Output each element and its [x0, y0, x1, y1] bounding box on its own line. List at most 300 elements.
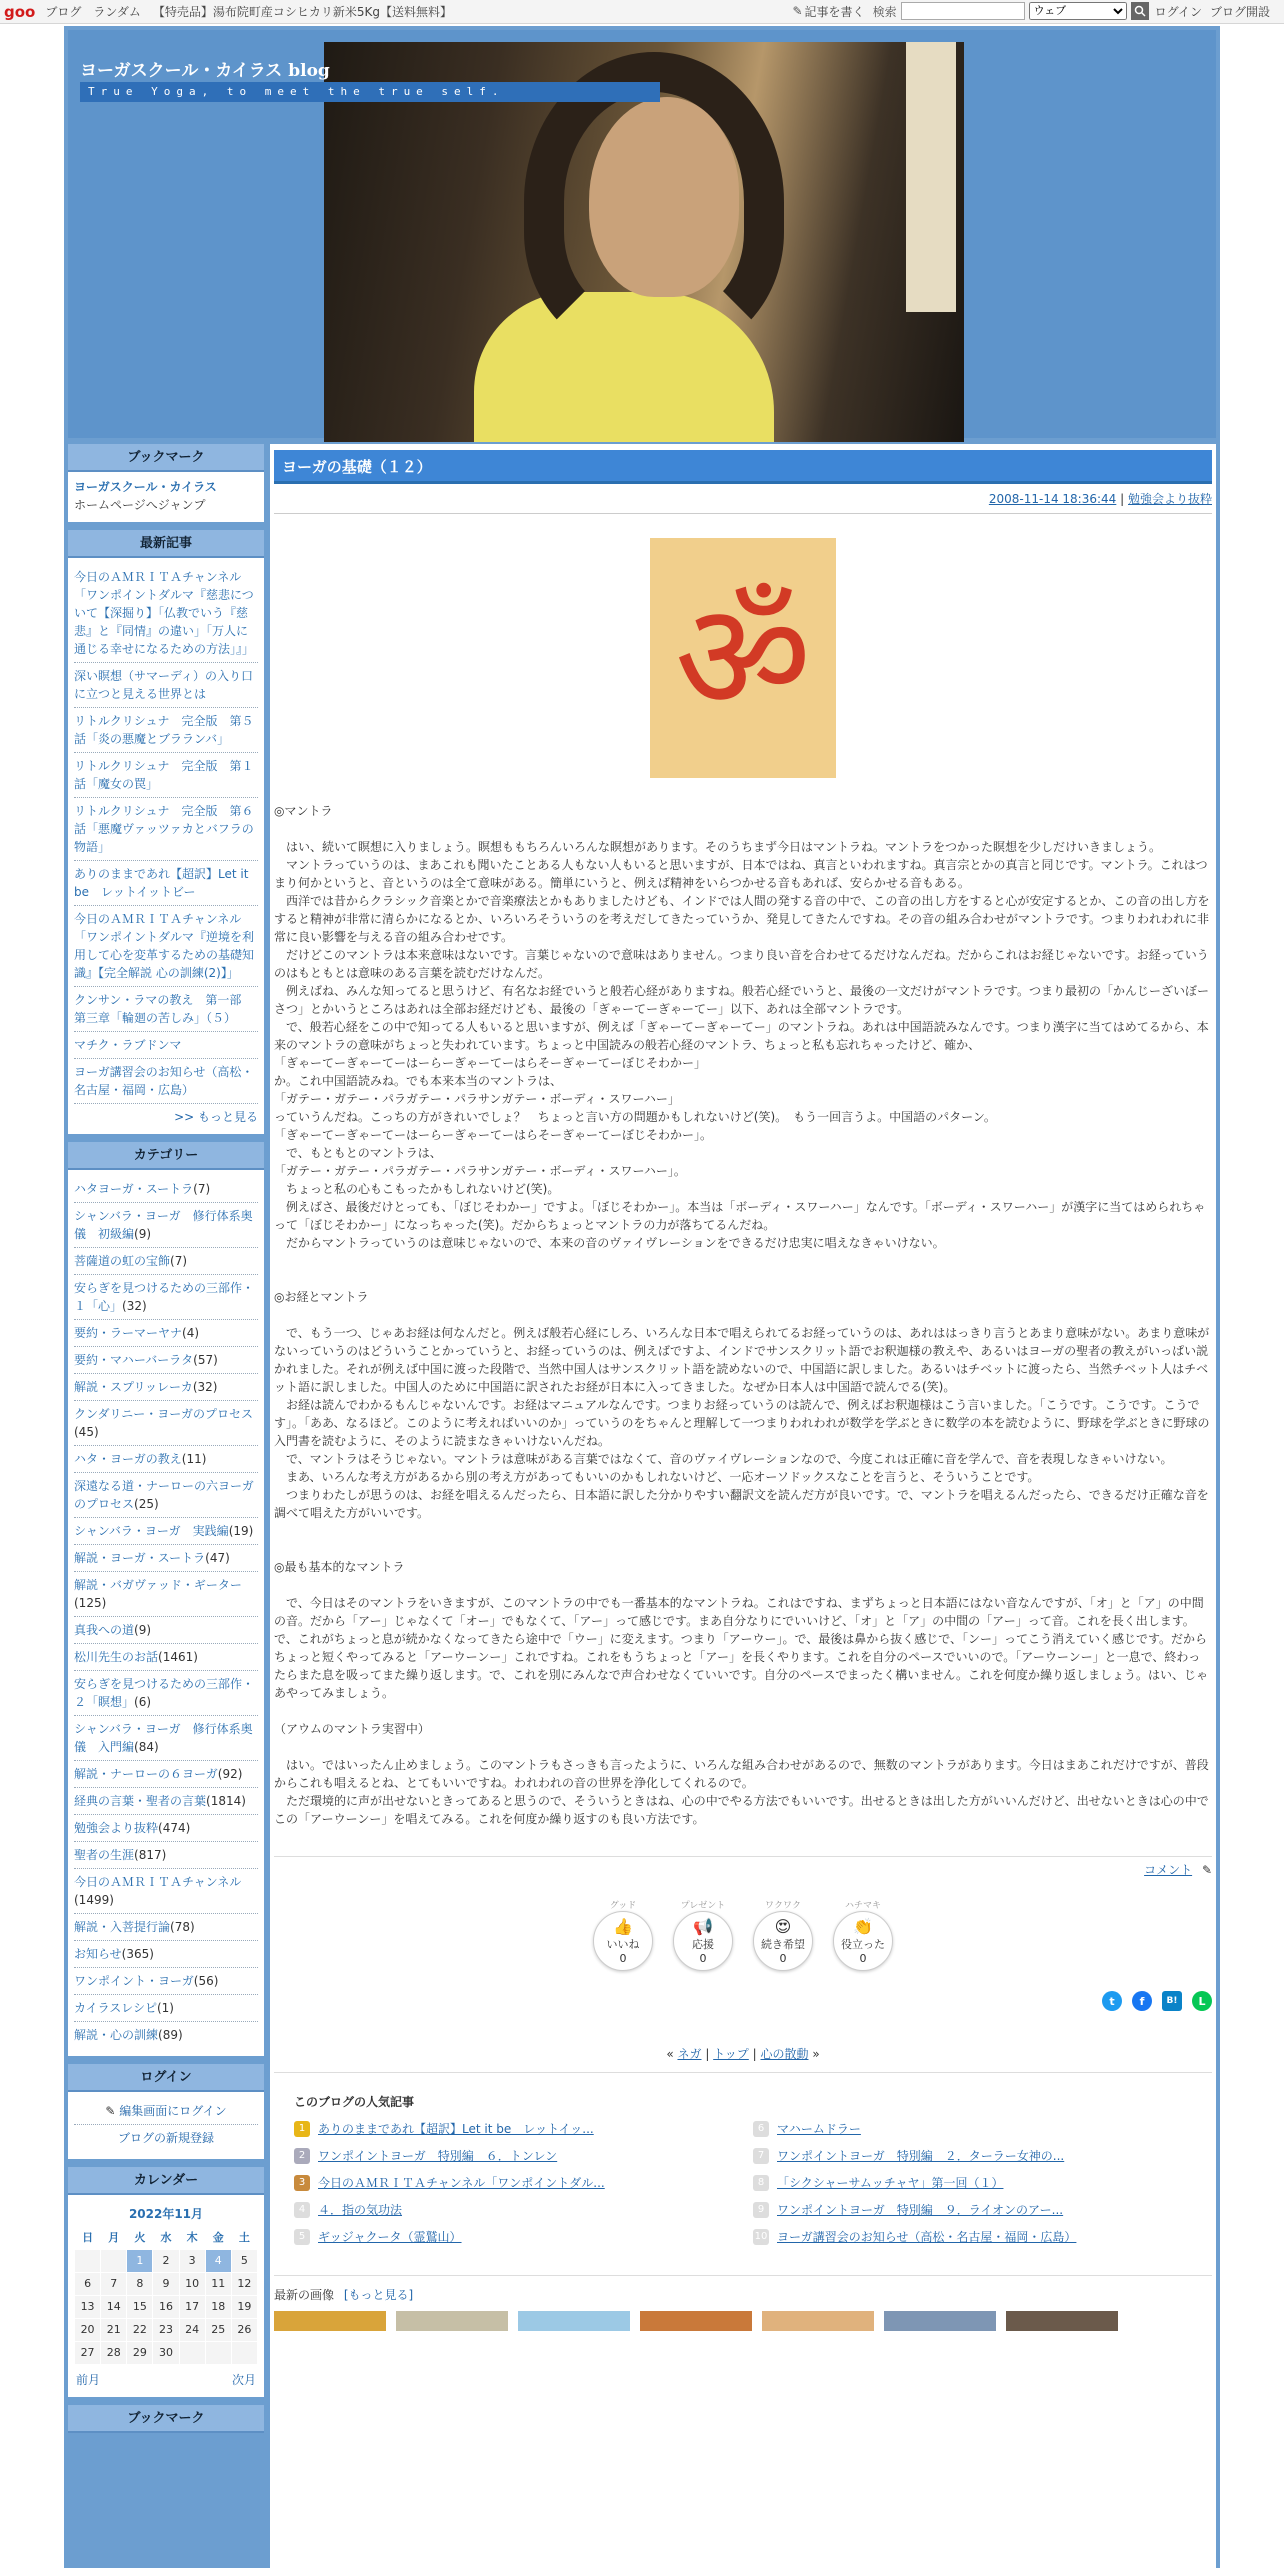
popular-link[interactable]: ワンポイントヨーガ 特別編 ６．トンレン [318, 2149, 558, 2163]
popular-item [294, 2228, 733, 2245]
reaction-button[interactable] [753, 1898, 813, 1971]
thumb-image[interactable] [884, 2311, 996, 2331]
goo-logo[interactable]: goo [4, 2, 36, 21]
entry-pager [274, 2045, 1212, 2073]
calendar-weekday: 土 [238, 2231, 250, 2244]
category-count: (32) [192, 1380, 218, 1394]
edit-pencil-icon: ✎ [105, 2104, 116, 2118]
popular-link[interactable]: ありのままであれ【超訳】Let it be レットイッ... [318, 2122, 594, 2136]
category-item [74, 1671, 258, 1716]
login-title: ログイン [68, 2064, 264, 2092]
category-link[interactable]: 安らぎを見つけるための三部作・１「心」 [74, 1281, 255, 1313]
category-item [74, 1248, 258, 1275]
pencil-icon: ✎ [792, 4, 803, 18]
recent-more-link[interactable]: >> もっと見る [174, 1110, 258, 1124]
calendar-day[interactable]: 5 [231, 2250, 257, 2273]
category-item [74, 1473, 258, 1518]
topbar-link-blog[interactable]: ブログ [45, 5, 82, 19]
entry-paragraph: つまりわたしが思うのは、お経を唱えるんだったら、日本語に訳した分かりやすい翻訳文を読んだ方が良いです。で、マントラを唱えるんだったら、できるだけ正確な音を調べて唱えた方がいいです。 [274, 1488, 1209, 1520]
popular-link[interactable]: ４．指の気功法 [318, 2203, 403, 2217]
popular-item [753, 2228, 1192, 2245]
calendar-day[interactable]: 2 [153, 2250, 179, 2273]
category-link[interactable]: 松川先生のお話 [74, 1650, 159, 1664]
category-link[interactable]: 真我への道 [74, 1623, 135, 1637]
category-link[interactable]: ワンポイント・ヨーガ [74, 1974, 194, 1988]
calendar-week [75, 2342, 258, 2365]
calendar-week [75, 2273, 258, 2296]
recent-images-more-link[interactable]: [もっと見る] [343, 2288, 414, 2302]
category-count: (125) [74, 1596, 107, 1610]
blog-title[interactable]: ヨーガスクール・カイラス blog [80, 61, 330, 81]
category-count: (7) [170, 1254, 188, 1268]
calendar-day [179, 2342, 205, 2365]
recent-article-link[interactable]: マチク・ラブドンマ [74, 1038, 182, 1052]
calendar-day[interactable]: 11 [205, 2273, 231, 2296]
comment-link[interactable]: コメント [1144, 1863, 1193, 1877]
reaction-label: いいね [606, 1937, 640, 1951]
calendar-day[interactable]: 20 [75, 2319, 101, 2342]
category-link[interactable]: 聖者の生涯 [74, 1848, 135, 1862]
calendar-weekday: 火 [134, 2231, 146, 2244]
popular-link[interactable]: マハームドラー [777, 2122, 861, 2136]
section-heading: ◎お経とマントラ [274, 1290, 369, 1304]
calendar-day[interactable]: 26 [231, 2319, 257, 2342]
category-item [74, 1518, 258, 1545]
category-item [74, 1842, 258, 1869]
calendar-weekday: 金 [212, 2231, 224, 2244]
popular-link[interactable]: 「シクシャーサムッチャヤ」第一回（１） [777, 2176, 1004, 2190]
recent-article-item [74, 753, 258, 798]
pager-next-link[interactable]: 心の散動 [760, 2047, 809, 2061]
category-item [74, 1275, 258, 1320]
paragraph-gap [274, 1576, 1212, 1594]
reaction-label: 応援 [692, 1937, 714, 1951]
calendar-day[interactable]: 12 [231, 2273, 257, 2296]
calendar-day [101, 2250, 127, 2273]
thumb-image[interactable] [1006, 2311, 1118, 2331]
reaction-buttons [274, 1898, 1212, 1971]
category-link[interactable]: 解説・スプリッレーカ [74, 1380, 193, 1394]
category-link[interactable]: 勉強会より抜粋 [74, 1821, 159, 1835]
entry-category-link[interactable]: 勉強会より抜粋 [1127, 492, 1212, 506]
blog-header [68, 30, 1216, 438]
reaction-caption: ワクワク [764, 1901, 801, 1911]
calendar-title: カレンダー [68, 2167, 264, 2195]
calendar-day[interactable]: 25 [205, 2319, 231, 2342]
recent-article-item [74, 1059, 258, 1104]
category-item [74, 1176, 258, 1203]
pager-sep: | [748, 2047, 761, 2061]
popular-link[interactable]: ワンポイントヨーガ 特別編 ２．ターラー女神の... [777, 2149, 1065, 2163]
entry-paragraph: 「ガテー・ガテー・パラガテー・パラサンガテー・ボーディ・スワーハー」 [274, 1092, 680, 1106]
category-link[interactable]: 菩薩道の虹の宝飾 [74, 1254, 171, 1268]
recent-article-item [74, 861, 258, 906]
category-link[interactable]: 解説・バガヴァッド・ギーター [74, 1578, 242, 1592]
hatena-share-icon[interactable]: B! [1162, 1991, 1182, 2011]
blog-tagline: True Yoga, to meet the true self. [80, 82, 660, 102]
category-count: (11) [181, 1452, 207, 1466]
entry-paragraph: か。これ中国語読みね。でも本来本当のマントラは、 [274, 1074, 563, 1088]
category-count: (9) [134, 1227, 152, 1241]
recent-article-item [74, 708, 258, 753]
calendar-week [75, 2319, 258, 2342]
category-count: (4) [182, 1326, 200, 1340]
reaction-button[interactable] [833, 1898, 893, 1971]
calendar-day[interactable]: 7 [101, 2273, 127, 2296]
new-blog-link[interactable]: ブログの新規登録 [117, 2131, 214, 2145]
edit-login-link[interactable]: 編集画面にログイン [119, 2104, 227, 2118]
calendar-week [75, 2296, 258, 2319]
calendar-day[interactable]: 29 [127, 2342, 153, 2365]
entry-paragraph: はい、続いて瞑想に入りましょう。瞑想ももちろんいろんな瞑想があります。そのうちまず今日はマントラね。マントラをつかった瞑想を少しだけいきましょう。 [274, 840, 1162, 854]
calendar-day[interactable]: 10 [179, 2273, 205, 2296]
category-link[interactable]: カイラスレシピ [74, 2001, 157, 2015]
category-link[interactable]: シャンバラ・ヨーガ 実践編 [74, 1524, 229, 1538]
category-count: (1814) [206, 1794, 246, 1808]
reaction-count: 0 [779, 1951, 787, 1965]
category-count: (45) [74, 1425, 99, 1439]
category-link[interactable]: 経典の言葉・聖者の言葉 [74, 1794, 207, 1808]
entry-paragraph: ただ環境的に声が出せないときってあると思うので、そういうときはね、心の中でやる方法でもいいです。出せるときは出した方がいいんだけど、出せないときは心の中でこの「アーウーンー」を唱えてみる。これを何度か繰り返すのも良い方法です。 [274, 1794, 1209, 1826]
category-count: (84) [134, 1740, 159, 1754]
popular-rank: 5 [294, 2229, 310, 2245]
popular-grid [294, 2120, 1192, 2245]
recent-article-item [74, 906, 258, 987]
calendar-day[interactable]: 16 [153, 2296, 179, 2319]
calendar-next-link[interactable]: 次月 [231, 2373, 256, 2387]
calendar-day[interactable]: 9 [153, 2273, 179, 2296]
category-count: (56) [193, 1974, 219, 1988]
recent-article-link[interactable]: 今日のＡＭＲＩＴＡチャンネル「ワンポイントダルマ『逆境を利用して心を変革するための基礎知識』【完全解説 心の訓練(2)】」 [74, 912, 255, 980]
category-item [74, 1545, 258, 1572]
recent-article-link[interactable]: ヨーガ講習会のお知らせ（高松・名古屋・福岡・広島） [74, 1065, 254, 1097]
category-count: (1) [156, 2001, 174, 2015]
calendar-day[interactable]: 15 [127, 2296, 153, 2319]
reaction-emoji-icon: 👍 [613, 1916, 633, 1936]
category-count: (7) [193, 1182, 211, 1196]
category-item [74, 1347, 258, 1374]
category-count: (92) [217, 1767, 243, 1781]
sidebar [68, 444, 264, 2441]
recent-article-item [74, 663, 258, 708]
category-count: (474) [158, 1821, 191, 1835]
popular-rank: 1 [294, 2121, 310, 2137]
calendar-day [75, 2250, 101, 2273]
category-item [74, 1968, 258, 1995]
entry-paragraph: だけどこのマントラは本来意味はないです。言葉じゃないので意味はありません。つまり良い音を合わせてるだけなんだね。だからこれはお経じゃないです。お経っていうのはもともとは意味のある言葉を読むだけなんだ。 [274, 948, 1209, 980]
popular-rank: 4 [294, 2202, 310, 2218]
category-item [74, 1320, 258, 1347]
category-count: (9) [134, 1623, 152, 1637]
calendar-week [75, 2250, 258, 2273]
category-link[interactable]: 解説・心の訓練 [74, 2028, 159, 2042]
search-input[interactable] [901, 2, 1025, 20]
category-title: カテゴリー [68, 1142, 264, 1170]
recent-article-item [74, 987, 258, 1032]
entry-paragraph: 「ぎゃーてーぎゃーてーはーらーぎゃーてーはらそーぎゃーてーぼじそわかー」 [274, 1056, 707, 1070]
entry-paragraph: で、もう一つ、じゃあお経は何なんだと。例えば般若心経にしろ、いろんな日本で唱えられてるお経っていうのは、あれははっきり言うとあまり意味がない。あまり意味がないっていうのはどういうことかっていうと、お経っていうのは、例えばですよ、インドでサンスクリット語でお釈迦様の教えや、あるいはヨーガの聖者の教えがいっぱい説かれました。それが例えば中国に渡った段階で、当然中国人はサンスクリット語を読めないので、中国語に訳しました。あるいはチベットに渡ったら、当然チベット人はチベット語に訳しました。中国人のために中国語に訳されたお経が日本に入ってきました。なぜか日本人は中国語で読んでる(笑)。 [274, 1326, 1210, 1394]
popular-rank: 2 [294, 2148, 310, 2164]
recent-article-item [74, 798, 258, 861]
category-link[interactable]: シャンバラ・ヨーガ 修行体系奥儀 入門編 [74, 1722, 253, 1754]
recent-more [74, 1104, 258, 1126]
category-count: (365) [121, 1947, 154, 1961]
recent-article-link[interactable]: リトルクリシュナ 完全版 第５話「炎の悪魔とブラランバ」 [74, 714, 254, 746]
recent-articles-list [68, 558, 264, 1134]
popular-rank: 9 [753, 2202, 769, 2218]
calendar-box [68, 2167, 264, 2397]
entry-paragraph: （アウムのマントラ実習中） [274, 1722, 430, 1736]
calendar-day[interactable]: 19 [231, 2296, 257, 2319]
om-image: ॐ [650, 538, 836, 778]
reaction-label: 続き希望 [761, 1937, 805, 1951]
bookmark-desc: ホームページへジャンプ [74, 498, 206, 512]
reaction-count: 0 [619, 1951, 627, 1965]
paragraph-gap [274, 1522, 1212, 1540]
share-buttons [274, 1991, 1212, 2011]
calendar-day[interactable]: 14 [101, 2296, 127, 2319]
reaction-circle[interactable] [593, 1911, 653, 1971]
category-count: (47) [205, 1551, 230, 1565]
reaction-circle[interactable] [753, 1911, 813, 1971]
reaction-caption: グッド [609, 1901, 637, 1911]
search-scope-select[interactable] [1029, 2, 1127, 20]
topbar-link-random[interactable]: ランダム [93, 5, 141, 19]
twitter-share-icon[interactable]: t [1102, 1991, 1122, 2011]
paragraph-gap [274, 820, 1212, 838]
pager-top-link[interactable]: トップ [713, 2047, 749, 2061]
reaction-caption: プレゼント [680, 1901, 726, 1911]
recent-article-link[interactable]: クンサン・ラマの教え 第一部 第三章「輪廻の苦しみ」（５） [74, 993, 254, 1025]
login-link[interactable]: ログイン [1154, 4, 1202, 19]
entry-paragraph: 「ぎゃーてーぎゃーてーはーらーぎゃーてーはらそーぎゃーてーぼじそわかー」。 [274, 1128, 713, 1142]
category-link[interactable]: 解説・ヨーガ・スートラ [74, 1551, 206, 1565]
calendar-weekday: 日 [82, 2231, 94, 2244]
popular-link[interactable]: 今日のＡＭＲＩＴＡチャンネル「ワンポイントダル... [318, 2176, 605, 2190]
reaction-button[interactable] [593, 1898, 653, 1971]
category-link[interactable]: ハタ・ヨーガの教え [74, 1452, 182, 1466]
entry-paragraph: で、今日はそのマントラをいきますが、このマントラの中でも一番基本的なマントラね。これはですね、まずちょっと日本語にはない音なんですが、「オ」と「ア」の中間の音。だから「アー」じゃなくて「オー」でもなくて、「アー」って感じです。まあ自分なりにでいいけど、「オ」と「ア」の中間の「アー」って音。これを長く出します。で、これがちょっと息が続かなくなってきたら途中で「ウー」に変えます。つまり「アーウー」。で、最後は鼻から抜く感じで、「ンー」ってこう消えていく感じです。だからちょっと短くやってみると「アーウーンー」これですね。これをもうちょっと「アー」を長くやります。これを自分のペースでいいので。「アーウーンー」と一息で、終わったらまた息を吸ってまた繰り返します。で、これを別にみんなで声合わせなくていいです。自分のペースでまったく構いません。これを何度か繰り返しましょう。はい、じゃあやってみましょう。 [274, 1596, 1208, 1700]
category-count: (25) [134, 1497, 159, 1511]
recent-article-link[interactable]: ありのままであれ【超訳】Let it be レットイットビー [74, 867, 249, 899]
thumb-image[interactable] [640, 2311, 752, 2331]
recent-images-thumbs [274, 2311, 1212, 2331]
popular-item [753, 2120, 1192, 2137]
calendar-day[interactable]: 1 [127, 2250, 153, 2273]
reaction-button[interactable] [673, 1898, 733, 1971]
calendar-day[interactable]: 4 [205, 2250, 231, 2273]
popular-item [294, 2174, 733, 2191]
popular-articles [274, 2093, 1212, 2245]
bookmark-link[interactable]: ヨーガスクール・カイラス [74, 480, 217, 494]
entry-date-link[interactable]: 2008-11-14 18:36:44 [988, 492, 1117, 506]
calendar-month: 2022年11月 [128, 2207, 204, 2221]
calendar-day[interactable]: 27 [75, 2342, 101, 2365]
calendar-day[interactable]: 24 [179, 2319, 205, 2342]
entry-paragraph: はい。ではいったん止めましょう。このマントラもさっきも言ったように、いろんな組み合わせがあるので、無数のマントラがあります。今日はまあこれだけですが、普段からこれも唱えるとね、とてもいいですね。われわれの音の世界を浄化してくれるので。 [274, 1758, 1209, 1790]
calendar-day [205, 2342, 231, 2365]
search-button[interactable] [1131, 2, 1149, 20]
category-link[interactable]: 要約・ラーマーヤナ [74, 1326, 183, 1340]
category-item [74, 1788, 258, 1815]
popular-item [753, 2201, 1192, 2218]
section-heading: ◎マントラ [274, 804, 333, 818]
category-link[interactable]: 解説・ナーローの６ヨーガ [74, 1767, 218, 1781]
thumb-image[interactable] [396, 2311, 508, 2331]
category-item [74, 1995, 258, 2022]
search-label: 検索 [872, 4, 897, 19]
pager-prev-arrow: « [666, 2047, 678, 2061]
category-link[interactable]: 解説・入菩提行論 [74, 1920, 171, 1934]
paragraph-gap [274, 1738, 1212, 1756]
topbar-link-ad[interactable]: 【特売品】湯布院町産コシヒカリ新米5Kg【送料無料】 [152, 5, 453, 19]
open-blog-link[interactable]: ブログ開設 [1209, 4, 1270, 19]
calendar-day[interactable]: 13 [75, 2296, 101, 2319]
recent-images [274, 2275, 1212, 2331]
entry-paragraph: ちょっと私の心もこもったかもしれないけど(笑)。 [274, 1182, 560, 1196]
category-count: (89) [158, 2028, 183, 2042]
header-photo [324, 42, 964, 442]
popular-link[interactable]: ヨーガ講習会のお知らせ（高松・名古屋・福岡・広島） [777, 2230, 1077, 2244]
pager-prev-link[interactable]: ネガ [677, 2047, 702, 2061]
popular-item [294, 2120, 733, 2137]
entry-paragraph: で、マントラはそうじゃない。マントラは意味がある言葉ではなくて、音のヴァイヴレーションなので、今度これは正確に音を学んで、音を表現しなきゃいけない。 [274, 1452, 1173, 1466]
category-count: (78) [170, 1920, 195, 1934]
entry-paragraph: まあ、いろんな考え方があるから別の考え方があってもいいのかもしれないけど、一応オーソドックスなことを言うと、そういうことです。 [274, 1470, 1040, 1484]
category-count: (1461) [158, 1650, 198, 1664]
page-wrapper [64, 26, 1220, 2568]
category-item [74, 1644, 258, 1671]
entry-paragraph: 西洋では昔からクラシック音楽とかで音楽療法とかもありましたけども、インドでは人間の発する音の中で、この音の出し方をすると心が安定するとか、この音の出し方をすると精神が非常に清らかになるとか、いろいろそういうのを考えだしてきたっていうか、発見してきたんですね。その音の組み合わせがマントラです。つまりわれわれに非常に良い影響を与える音の組み合わせです。 [274, 894, 1210, 944]
calendar-day[interactable]: 28 [101, 2342, 127, 2365]
reaction-circle[interactable] [673, 1911, 733, 1971]
popular-rank: 10 [753, 2229, 769, 2245]
recent-articles-title: 最新記事 [68, 530, 264, 558]
entry-paragraph: だからマントラっていうのは意味じゃないので、本来の音のヴァイヴレーションをできるだけ忠実に唱えなきゃいけない。 [274, 1236, 945, 1250]
calendar-day[interactable]: 30 [153, 2342, 179, 2365]
entry-paragraph: 「ガテー・ガテー・パラガテー・パラサンガテー・ボーディ・スワーハー」。 [274, 1164, 686, 1178]
bookmark-box [68, 444, 264, 522]
category-item [74, 1815, 258, 1842]
calendar-day [231, 2342, 257, 2365]
paragraph-gap [274, 1540, 1212, 1558]
popular-link[interactable]: ギッジャクータ（霊鷲山） [318, 2230, 462, 2244]
recent-article-item [74, 1032, 258, 1059]
recent-article-link[interactable]: 深い瞑想（サマーディ）の入り口に立つと見える世界とは [74, 669, 254, 701]
popular-rank: 3 [294, 2175, 310, 2191]
calendar-day[interactable]: 23 [153, 2319, 179, 2342]
entry-paragraph: マントラっていうのは、まあこれも聞いたことある人もない人もいると思いますが、日本ではね、真言といわれますね。真言宗とかの真言と同じです。マントラ。これはつまり何かというと、音というのは全て意味がある。簡単にいうと、例えば精神をいらつかせる音もあれば、安らかせる音もある。 [274, 858, 1208, 890]
reaction-circle[interactable] [833, 1911, 893, 1971]
category-item [74, 1869, 258, 1914]
recent-articles-box [68, 530, 264, 1134]
calendar-prev-link[interactable]: 前月 [76, 2373, 101, 2387]
category-item [74, 1446, 258, 1473]
category-item [74, 1572, 258, 1617]
thumb-image[interactable] [762, 2311, 874, 2331]
recent-article-item [74, 564, 258, 663]
pager-next-arrow: » [808, 2047, 820, 2061]
entry-title[interactable]: ヨーガの基礎（１２） [274, 450, 1212, 484]
paragraph-gap [274, 1702, 1212, 1720]
category-link[interactable]: 安らぎを見つけるための三部作・２「瞑想」 [74, 1677, 255, 1709]
calendar-day[interactable]: 17 [179, 2296, 205, 2319]
calendar-table [74, 2227, 258, 2365]
category-count: (6) [134, 1695, 152, 1709]
entry-paragraph: で、般若心経をこの中で知ってる人もいると思いますが、例えば「ぎゃーてーぎゃーてー」のマントラね。あれは中国語読みなんです。つまり漢字に当てはめてるから、本来のマントラの意味がちょっと失われています。ちょっと中国読みの般若心経のマントラ、ちょっと私も忘れちゃったけど、確か、 [274, 1020, 1209, 1052]
recent-article-link[interactable]: リトルクリシュナ 完全版 第６話「悪魔ヴァッツァカとバフラの物語」 [74, 804, 254, 854]
category-link[interactable]: 要約・マハーバーラタ [74, 1353, 194, 1367]
search-icon [1134, 5, 1146, 17]
bookmark-title: ブックマーク [68, 444, 264, 472]
category-box [68, 1142, 264, 2056]
calendar-day[interactable]: 6 [75, 2273, 101, 2296]
recent-article-link[interactable]: 今日のＡＭＲＩＴＡチャンネル「ワンポイントダルマ『慈悲について【深掘り】「仏教でいう『慈悲』と『同情』の違い」「万人に通じる幸せになるための方法」』」 [74, 570, 255, 656]
calendar-day[interactable]: 18 [205, 2296, 231, 2319]
calendar-day[interactable]: 22 [127, 2319, 153, 2342]
section-heading: ◎最も基本的なマントラ [274, 1560, 405, 1574]
calendar-day[interactable]: 3 [179, 2250, 205, 2273]
entry-body [274, 802, 1212, 1828]
popular-rank: 8 [753, 2175, 769, 2191]
login-box [68, 2064, 264, 2159]
category-link[interactable]: クンダリニー・ヨーガのプロセス [74, 1407, 254, 1421]
thumb-image[interactable] [274, 2311, 386, 2331]
calendar-day[interactable]: 21 [101, 2319, 127, 2342]
category-item [74, 1716, 258, 1761]
calendar-weekday: 月 [108, 2231, 120, 2244]
entry-paragraph: お経は読んでわかるもんじゃないんです。お経はマニュアルなんです。つまりお経っていうのは読んで、例えばお釈迦様はこう言いました。「こうです。こうです。こうです」。「ああ、なるほど。このように考えればいいのか」っていうのをちゃんと理解して一つまりわれわれが数学を学ぶときに数学の本を読むように、野球を学ぶときに野球の入門書を読むように、そのように読まなきゃいけないんだね。 [274, 1398, 1210, 1448]
category-item [74, 2022, 258, 2048]
write-article-link[interactable]: 記事を書く [804, 4, 865, 19]
category-item [74, 1401, 258, 1446]
thumb-image[interactable] [518, 2311, 630, 2331]
bookmark2-box [68, 2405, 264, 2433]
category-link[interactable]: 今日のＡＭＲＩＴＡチャンネル [74, 1875, 242, 1889]
reaction-label: 役立った [841, 1937, 885, 1951]
paragraph-gap [274, 1306, 1212, 1324]
category-link[interactable]: シャンバラ・ヨーガ 修行体系奥儀 初級編 [74, 1209, 253, 1241]
category-count: (817) [134, 1848, 167, 1862]
recent-article-link[interactable]: リトルクリシュナ 完全版 第１話「魔女の罠」 [74, 759, 254, 791]
reaction-emoji-icon: 😍 [774, 1916, 792, 1936]
calendar-day[interactable]: 8 [127, 2273, 153, 2296]
category-link[interactable]: ハタヨーガ・スートラ [74, 1182, 194, 1196]
category-item [74, 1203, 258, 1248]
main-content [270, 444, 1216, 2568]
popular-title: このブログの人気記事 [294, 2095, 415, 2109]
reaction-emoji-icon: 👏 [853, 1916, 873, 1936]
top-bar [0, 0, 1284, 24]
category-count: (32) [122, 1299, 147, 1313]
pager-sep: | [701, 2047, 714, 2061]
calendar-weekday: 木 [186, 2231, 198, 2244]
popular-link[interactable]: ワンポイントヨーガ 特別編 ９．ライオンのアー... [777, 2203, 1064, 2217]
paragraph-gap [274, 1270, 1212, 1288]
entry-meta: 2008-11-14 18:36:44 | 勉強会より抜粋 [274, 490, 1212, 514]
line-share-icon[interactable]: L [1192, 1991, 1212, 2011]
comment-pencil-icon: ✎ [1201, 1863, 1212, 1877]
bookmark2-title: ブックマーク [68, 2405, 264, 2433]
category-link[interactable]: 深遠なる道・ナーローの六ヨーガのプロセス [74, 1479, 254, 1511]
category-link[interactable]: お知らせ [74, 1947, 122, 1961]
facebook-share-icon[interactable]: f [1132, 1991, 1152, 2011]
category-count: (57) [193, 1353, 218, 1367]
reaction-count: 0 [699, 1951, 707, 1965]
category-item [74, 1617, 258, 1644]
recent-images-label: 最新の画像 [274, 2288, 335, 2302]
category-item [74, 1374, 258, 1401]
